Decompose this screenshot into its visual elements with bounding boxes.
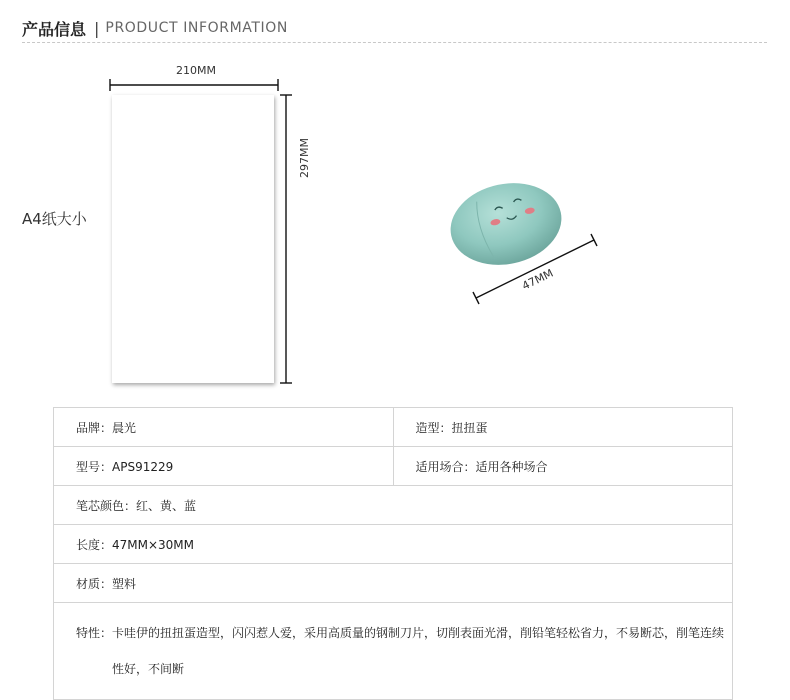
section-title-cn: 产品信息 bbox=[22, 19, 87, 39]
title-separator: | bbox=[94, 18, 100, 38]
spec-feature-text: 卡哇伊的扭扭蛋造型，闪闪惹人爱，采用高质量的钢制刀片，切削表面光滑，削铅笔轻松省力，不易断芯，削笔连续性好，不间断 bbox=[112, 626, 725, 676]
table-row bbox=[54, 525, 733, 564]
table-row bbox=[54, 603, 733, 700]
section-title-en: PRODUCT INFORMATION bbox=[105, 20, 288, 36]
paper-height-label: 297MM bbox=[298, 138, 311, 178]
section-header bbox=[22, 16, 288, 40]
paper-width-label: 210MM bbox=[176, 64, 216, 77]
product-length-label: 47MM bbox=[520, 266, 556, 293]
spec-model: 型号：APS91229 bbox=[54, 447, 394, 486]
spec-lead-color: 笔芯颜色：红、黄、蓝 bbox=[54, 486, 733, 525]
paper-width-dimension-line bbox=[108, 78, 280, 92]
table-row bbox=[54, 564, 733, 603]
paper-height-dimension-line bbox=[279, 93, 293, 385]
spec-shape: 造型：扭扭蛋 bbox=[393, 408, 733, 447]
spec-occasion: 适用场合：适用各种场合 bbox=[393, 447, 733, 486]
product-spec-table bbox=[53, 407, 733, 700]
header-divider bbox=[22, 42, 767, 43]
a4-size-caption: A4纸大小 bbox=[22, 210, 87, 228]
spec-feature-cell bbox=[54, 603, 733, 700]
table-row bbox=[54, 408, 733, 447]
spec-brand: 品牌：晨光 bbox=[54, 408, 394, 447]
product-length-dimension-line bbox=[470, 230, 600, 305]
table-row bbox=[54, 486, 733, 525]
spec-feature-label: 特性： bbox=[76, 626, 113, 640]
spec-length: 长度：47MM×30MM bbox=[54, 525, 733, 564]
a4-paper bbox=[112, 95, 274, 383]
spec-material: 材质：塑料 bbox=[54, 564, 733, 603]
table-row bbox=[54, 447, 733, 486]
